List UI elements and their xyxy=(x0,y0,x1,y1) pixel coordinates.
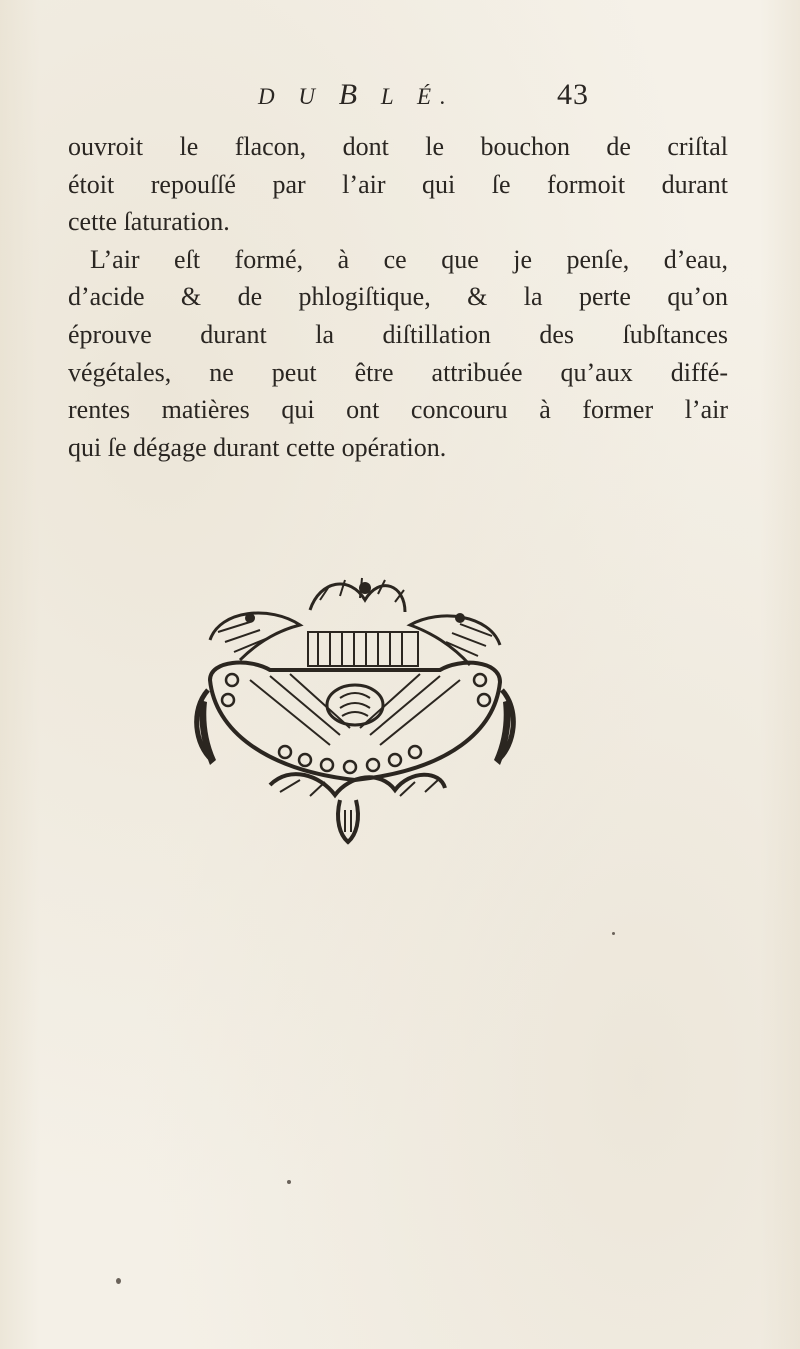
body-text xyxy=(68,128,728,466)
text-line: ouvroit le flacon, dont le bouchon de criſtal xyxy=(68,132,728,161)
text-line: d’acide & de phlogiſtique, & la perte qu’on xyxy=(68,282,728,312)
page-number: 43 xyxy=(557,78,589,111)
text-line: végétales, ne peut être attribuée qu’aux diffé- xyxy=(68,357,728,387)
paper-speck xyxy=(287,1180,291,1184)
paper-speck xyxy=(116,1278,121,1284)
text-line: qui ſe dégage durant cette opération. xyxy=(68,432,447,462)
text-line: cette ſaturation. xyxy=(68,207,230,237)
text-line: éprouve durant la diſtillation des ſubſtances xyxy=(68,319,728,349)
running-head xyxy=(258,76,548,116)
running-title xyxy=(258,78,455,112)
text-line: L’air eſt formé, à ce que je penſe, d’eau, xyxy=(90,244,728,274)
paper-speck xyxy=(612,932,615,935)
engraved-basket-of-flowers-icon xyxy=(190,570,520,850)
running-title-rest: L É. xyxy=(380,84,455,109)
text-line: rentes matières qui ont concouru à former l’air xyxy=(68,395,728,425)
running-title-prefix: D U xyxy=(258,84,324,109)
text-line: étoit repouſſé par l’air qui ſe formoit durant xyxy=(68,169,728,199)
running-title-b: B xyxy=(338,78,367,111)
